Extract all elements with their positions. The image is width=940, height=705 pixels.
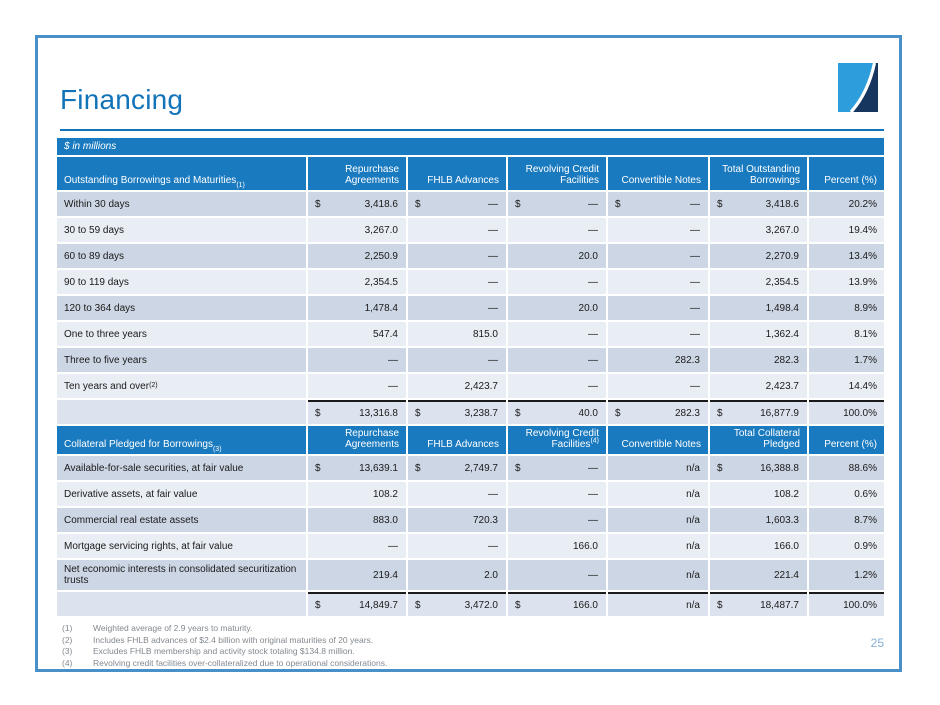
value-cell: 2.0 — [408, 560, 506, 590]
tables-area — [57, 138, 884, 618]
value-cell: 219.4 — [308, 560, 406, 590]
value-cell: — — [508, 508, 606, 532]
value-cell: $ 16,388.8 — [710, 456, 807, 480]
footnote-number: (2) — [62, 634, 73, 645]
value-cell: 3,267.0 — [308, 218, 406, 242]
table-total-row — [57, 592, 884, 616]
column-header: Collateral Pledged for Borrowings (3) — [57, 426, 306, 454]
footnote-text: Revolving credit facilities over-collateralized due to operational considerations. — [93, 657, 388, 668]
units-banner: $ in millions — [57, 138, 884, 155]
total-percent-cell: 100.0% — [809, 592, 884, 616]
total-cell: $ 18,487.7 — [710, 592, 807, 616]
percent-cell: 8.7% — [809, 508, 884, 532]
value-cell: $ — — [508, 192, 606, 216]
table-row — [57, 270, 884, 294]
value-cell: — — [608, 296, 708, 320]
value-cell: — — [408, 296, 506, 320]
value-cell: 2,270.9 — [710, 244, 807, 268]
value-cell: — — [408, 348, 506, 372]
value-cell: — — [508, 348, 606, 372]
value-cell: 1,478.4 — [308, 296, 406, 320]
percent-cell: 19.4% — [809, 218, 884, 242]
row-label — [57, 592, 306, 616]
total-percent-cell: 100.0% — [809, 400, 884, 424]
value-cell: 108.2 — [710, 482, 807, 506]
value-cell: n/a — [608, 508, 708, 532]
percent-cell: 13.4% — [809, 244, 884, 268]
value-cell: 720.3 — [408, 508, 506, 532]
footnote — [62, 623, 387, 635]
borrowings-header-row — [57, 157, 884, 190]
value-cell: — — [508, 270, 606, 294]
total-cell: $ 3,238.7 — [408, 400, 506, 424]
percent-cell: 0.9% — [809, 534, 884, 558]
percent-cell: 1.7% — [809, 348, 884, 372]
table-row — [57, 482, 884, 506]
value-cell: $ 13,639.1 — [308, 456, 406, 480]
value-cell: 166.0 — [508, 534, 606, 558]
footnote-number: (1) — [62, 623, 73, 633]
column-header: Revolving Credit Facilities — [508, 157, 606, 190]
value-cell: — — [408, 482, 506, 506]
value-cell: 166.0 — [710, 534, 807, 558]
column-header: FHLB Advances — [408, 426, 506, 454]
percent-cell: 14.4% — [809, 374, 884, 398]
row-label: Net economic interests in consolidated securitization trusts — [57, 560, 306, 590]
table-row — [57, 296, 884, 320]
value-cell: — — [608, 244, 708, 268]
value-cell: — — [408, 270, 506, 294]
column-header: Outstanding Borrowings and Maturities (1) — [57, 157, 306, 190]
total-cell: n/a — [608, 592, 708, 616]
value-cell: $ — — [508, 456, 606, 480]
value-cell: — — [608, 218, 708, 242]
percent-cell: 8.9% — [809, 296, 884, 320]
column-header: FHLB Advances — [408, 157, 506, 190]
value-cell: 282.3 — [710, 348, 807, 372]
value-cell: — — [608, 270, 708, 294]
row-label: Three to five years — [57, 348, 306, 372]
value-cell: — — [608, 322, 708, 346]
column-header: Percent (%) — [809, 426, 884, 454]
total-cell: $ 282.3 — [608, 400, 708, 424]
row-label: 120 to 364 days — [57, 296, 306, 320]
logo-swoosh-icon — [838, 63, 878, 112]
row-label: Derivative assets, at fair value — [57, 482, 306, 506]
value-cell: 547.4 — [308, 322, 406, 346]
value-cell: — — [508, 218, 606, 242]
value-cell: — — [508, 482, 606, 506]
row-label: Commercial real estate assets — [57, 508, 306, 532]
footnote-text: Excludes FHLB membership and activity stock totaling $134.8 million. — [93, 646, 355, 656]
table-row — [57, 322, 884, 346]
footnote-text: Weighted average of 2.9 years to maturity. — [93, 623, 253, 633]
title-divider — [60, 129, 884, 131]
value-cell: n/a — [608, 482, 708, 506]
value-cell: 108.2 — [308, 482, 406, 506]
column-header: Total Collateral Pledged — [710, 426, 807, 454]
table-row — [57, 508, 884, 532]
value-cell: $ 2,749.7 — [408, 456, 506, 480]
value-cell: $ 3,418.6 — [308, 192, 406, 216]
column-header: Percent (%) — [809, 157, 884, 190]
value-cell: — — [508, 374, 606, 398]
row-label: Mortgage servicing rights, at fair value — [57, 534, 306, 558]
row-label: 90 to 119 days — [57, 270, 306, 294]
value-cell: 1,362.4 — [710, 322, 807, 346]
total-cell: $ 40.0 — [508, 400, 606, 424]
row-label: 60 to 89 days — [57, 244, 306, 268]
page-number: 25 — [870, 636, 884, 650]
column-header: Revolving Credit Facilities$^{(4)}$ — [508, 426, 606, 454]
percent-cell: 88.6% — [809, 456, 884, 480]
value-cell: 282.3 — [608, 348, 708, 372]
page-title: Financing — [60, 84, 184, 115]
value-cell: — — [408, 534, 506, 558]
collateral-header-row — [57, 426, 884, 454]
table-row — [57, 192, 884, 216]
value-cell: — — [608, 374, 708, 398]
footnote-number: (4) — [62, 657, 73, 668]
value-cell: $ 3,418.6 — [710, 192, 807, 216]
value-cell: — — [308, 374, 406, 398]
total-cell: $ 14,849.7 — [308, 592, 406, 616]
value-cell: — — [408, 218, 506, 242]
value-cell: $ — — [408, 192, 506, 216]
value-cell: $ — — [608, 192, 708, 216]
table-row — [57, 218, 884, 242]
value-cell: 1,603.3 — [710, 508, 807, 532]
value-cell: — — [508, 560, 606, 590]
table-row — [57, 534, 884, 558]
percent-cell: 13.9% — [809, 270, 884, 294]
value-cell: 815.0 — [408, 322, 506, 346]
row-label: 30 to 59 days — [57, 218, 306, 242]
value-cell: n/a — [608, 560, 708, 590]
column-header: Convertible Notes — [608, 157, 708, 190]
footnote — [62, 658, 387, 670]
value-cell: — — [308, 534, 406, 558]
row-label: Ten years and over (2) — [57, 374, 306, 398]
table-total-row — [57, 400, 884, 424]
row-label — [57, 400, 306, 424]
value-cell: 20.0 — [508, 244, 606, 268]
value-cell: 2,423.7 — [408, 374, 506, 398]
footnote-number: (3) — [62, 646, 73, 656]
table-row — [57, 560, 884, 590]
table-row — [57, 456, 884, 480]
row-label: Available-for-sale securities, at fair value — [57, 456, 306, 480]
value-cell: 221.4 — [710, 560, 807, 590]
total-cell: $ 16,877.9 — [710, 400, 807, 424]
percent-cell: 20.2% — [809, 192, 884, 216]
value-cell: 20.0 — [508, 296, 606, 320]
total-cell: $ 3,472.0 — [408, 592, 506, 616]
value-cell: 2,354.5 — [710, 270, 807, 294]
row-label: One to three years — [57, 322, 306, 346]
value-cell: n/a — [608, 534, 708, 558]
percent-cell: 1.2% — [809, 560, 884, 590]
value-cell: 3,267.0 — [710, 218, 807, 242]
value-cell: 883.0 — [308, 508, 406, 532]
percent-cell: 8.1% — [809, 322, 884, 346]
total-cell: $ 166.0 — [508, 592, 606, 616]
column-header: Total Outstanding Borrowings — [710, 157, 807, 190]
total-cell: $ 13,316.8 — [308, 400, 406, 424]
value-cell: — — [408, 244, 506, 268]
value-cell: — — [508, 322, 606, 346]
percent-cell: 0.6% — [809, 482, 884, 506]
company-logo — [838, 63, 878, 112]
column-header: Repurchase Agreements — [308, 426, 406, 454]
column-header: Repurchase Agreements — [308, 157, 406, 190]
footnote-text: Includes FHLB advances of $2.4 billion with original maturities of 20 years. — [93, 634, 374, 645]
table-row — [57, 244, 884, 268]
value-cell: 2,423.7 — [710, 374, 807, 398]
value-cell: — — [308, 348, 406, 372]
table-row — [57, 348, 884, 372]
table-row — [57, 374, 884, 398]
column-header: Convertible Notes — [608, 426, 708, 454]
value-cell: 2,354.5 — [308, 270, 406, 294]
value-cell: n/a — [608, 456, 708, 480]
value-cell: 1,498.4 — [710, 296, 807, 320]
row-label: Within 30 days — [57, 192, 306, 216]
value-cell: 2,250.9 — [308, 244, 406, 268]
